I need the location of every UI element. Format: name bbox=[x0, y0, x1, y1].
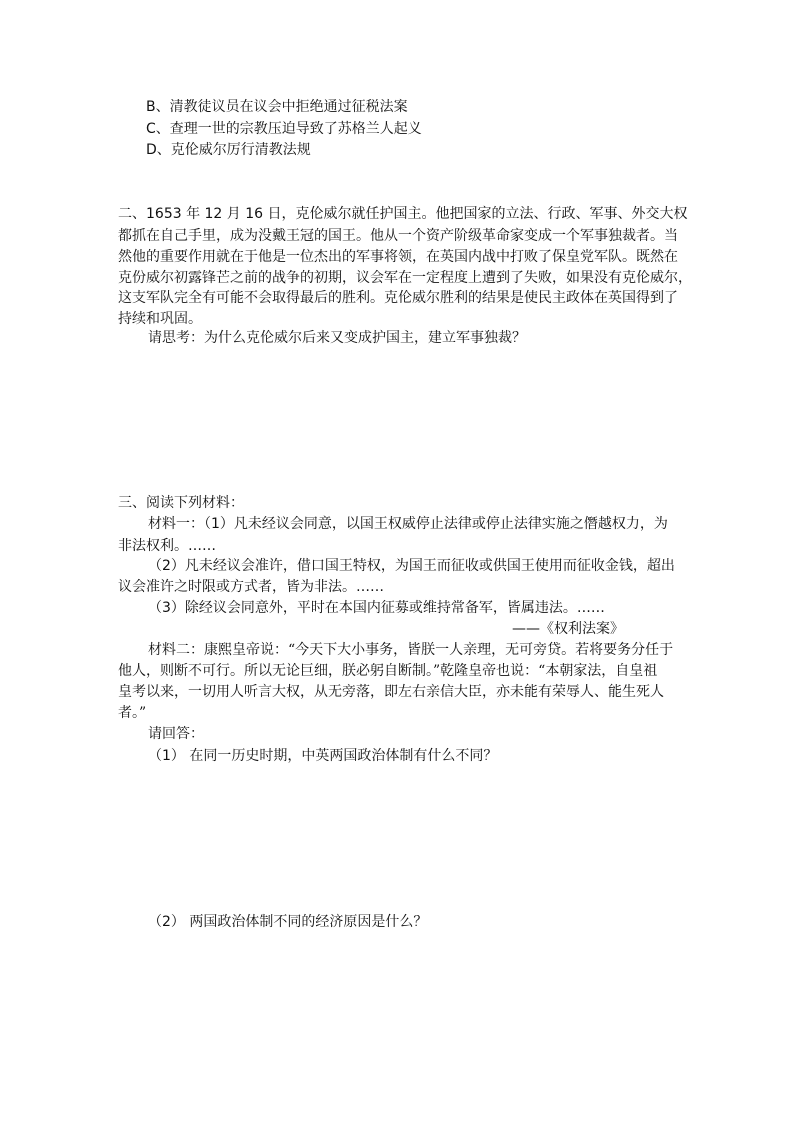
section2-line-2: 都抓在自己手里，成为没戴王冠的国王。他从一个资产阶级革命家变成一个军事独裁者。当 bbox=[118, 228, 678, 244]
section2-line-6: 持续和巩固。 bbox=[118, 311, 202, 327]
material1-item2-line2: 议会准许之时限或方式者，皆为非法。…… bbox=[118, 579, 384, 595]
material2-line2: 他人，则断不可行。所以无论巨细，朕必躬自断制。”乾隆皇帝也说：“本朝家法，自皇祖 bbox=[118, 663, 658, 679]
option-d: D、克伦威尔厉行清教法规 bbox=[146, 142, 311, 158]
material2-line3: 皇考以来，一切用人听言大权，从无旁落，即左右亲信大臣，亦未能有荣辱人、能生死人 bbox=[118, 684, 664, 700]
section3-heading: 三、阅读下列材料： bbox=[118, 495, 244, 511]
section2-line-4: 克份威尔初露锋芒之前的战争的初期，议会军在一定程度上遭到了失败，如果没有克伦威尔， bbox=[118, 270, 692, 286]
option-c: C、查理一世的宗教压迫导致了苏格兰人起义 bbox=[146, 121, 422, 137]
question-2: （2） 两国政治体制不同的经济原因是什么？ bbox=[148, 914, 428, 930]
section2-line-3: 然他的重要作用就在于他是一位杰出的军事将领，在英国内战中打败了保皇党军队。既然在 bbox=[118, 249, 678, 265]
material2-line1: 材料二：康熙皇帝说：“今天下大小事务，皆朕一人亲理，无可旁贷。若将要务分任于 bbox=[148, 642, 674, 658]
section2-question: 请思考：为什么克伦威尔后来又变成护国主，建立军事独裁？ bbox=[148, 330, 526, 346]
section2-line-1: 二、1653 年 12 月 16 日，克伦威尔就任护国主。他把国家的立法、行政、军事、外交大权 bbox=[118, 206, 688, 222]
material1-item2-line1: （2）凡未经议会准许，借口国王特权，为国王而征收或供国王使用而征收金钱，超出 bbox=[148, 558, 675, 574]
answer-prompt: 请回答： bbox=[148, 726, 204, 742]
material1-item1-line1: 材料一：（1）凡未经议会同意，以国王权威停止法律或停止法律实施之僭越权力，为 bbox=[148, 516, 668, 532]
material2-line4: 者。” bbox=[118, 705, 147, 721]
question-1: （1） 在同一历史时期，中英两国政治体制有什么不同？ bbox=[148, 748, 498, 764]
material1-item1-line2: 非法权利。…… bbox=[118, 538, 216, 554]
material1-item3: （3）除经议会同意外，平时在本国内征募或维持常备军，皆属违法。…… bbox=[148, 600, 605, 616]
section2-line-5: 这支军队完全有可能不会取得最后的胜利。克伦威尔胜利的结果是使民主政体在英国得到了 bbox=[118, 290, 678, 306]
option-b: B、清教徒议员在议会中拒绝通过征税法案 bbox=[146, 99, 408, 115]
material1-source: ——《权利法案》 bbox=[512, 621, 624, 637]
